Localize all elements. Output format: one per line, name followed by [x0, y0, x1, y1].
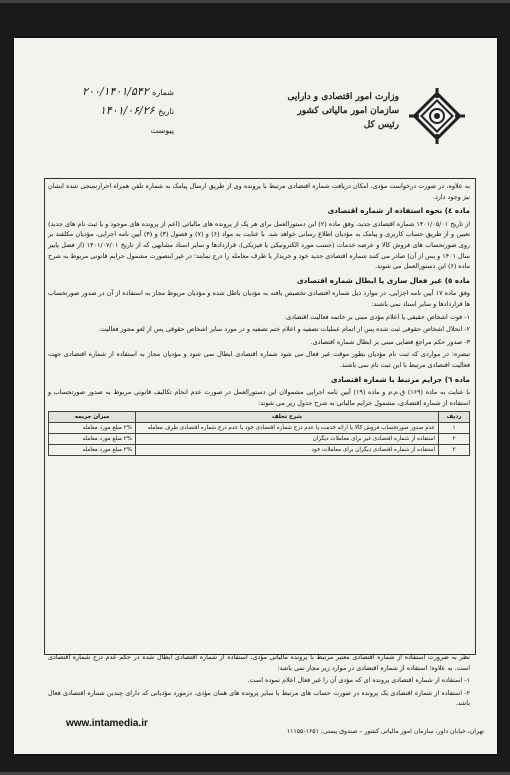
- attachment-label: پیوست: [150, 126, 174, 135]
- ministry-emblem-icon: [407, 86, 467, 146]
- organization-block: [287, 90, 399, 132]
- section-5-paragraph: وفق ماده ۱۷ آیین نامه اجرایی، در موارد ذیل شماره اقتصادی تخصیص یافته به مؤدیان باطل شده و مؤدیان مربوط مجاز به استفاده از آن در صدور صورتحساب ها قراردادها و سایر اسناد نمی باشند:: [48, 289, 470, 308]
- org-organization: سازمان امور مالیاتی کشور: [297, 106, 399, 116]
- column-header-row-number: ردیف: [439, 412, 470, 423]
- table-header-row: [49, 412, 470, 423]
- section-5-note: تبصره: در مواردی که ثبت نام مؤدیان بطور موقت غیر فعال می شود شماره اقتصادی ابطال نمی شود و مؤدیان مجاز به استفاده از شماره اقتصادی جهت فعالیت اقتصادی مرتبط با این ثبت نام نمی باشند.: [48, 350, 470, 369]
- date-label: تاریخ: [158, 107, 174, 116]
- row-number: ۳: [439, 445, 470, 456]
- row-number: ۲: [439, 434, 470, 445]
- footer-address: تهران، خیابان داور، سازمان امور مالیاتی کشور – صندوق پستی: ۱۶۵۱-۱۱۱۵۵: [286, 728, 484, 735]
- section-5-title: ماده ٥) غیر فعال سازی یا ابطال شماره اقتصادی: [297, 275, 470, 285]
- section-5-item-2: ۲- انحلال اشخاص حقوقی ثبت شده پس از اتمام عملیات تصفیه و اعلام ختم تصفیه و در مورد سایر اشخاص حقوقی پس از لغو مجوز فعالیت.: [98, 325, 470, 334]
- letterhead: [14, 38, 497, 178]
- section-5-item-1: ۱- فوت اشخاص حقیقی یا اعلام مؤدی مبنی بر خاتمه فعالیت اقتصادی.: [284, 312, 470, 321]
- row-number: ۱: [439, 423, 470, 434]
- table-row: [49, 445, 470, 456]
- column-header-penalty: میزان جریمه: [49, 412, 136, 423]
- section-6-paragraph: با عنایت به ماده (۱۶۹) ق.م.م و ماده (۱۹) آیین نامه اجرایی مشمولان این دستورالعمل در صورت عدم انجام تکالیف قانونی مربوط به صدور صورتحساب و استفاده از شماره اقتصادی، مشمول جرایم مالیاتی به شرح جدول زیر می شوند:: [48, 388, 471, 407]
- table-row: [49, 434, 470, 445]
- reference-block: [34, 83, 174, 140]
- violation-description: استفاده از شماره اقتصادی دیگران برای معاملات خود: [136, 445, 439, 456]
- scan-edge-top: [0, 0, 510, 3]
- penalty-amount: ۲% مبلغ مورد معامله: [49, 434, 136, 445]
- intro-paragraph: به علاوه، در صورت درخواست مؤدی، امکان دریافت شماره اقتصادی مرتبط با پرونده وی از طریق ارسال پیامک به شماره تلفن همراه احرازسنجی شده ایشان نیز وجود دارد.: [48, 182, 470, 201]
- post-table-item-1: ۱- استفاده از شماره اقتصادی پرونده ای که مؤدی آن را غیر فعال اعلام نموده است.: [247, 676, 470, 685]
- violation-description: عدم صدور صورتحساب فروش کالا یا ارائه خدمت یا عدم درج شماره اقتصادی خود یا عدم درج شماره اقتصادی طرف معامله: [136, 423, 439, 434]
- penalty-amount: ۲% مبلغ مورد معامله: [49, 423, 136, 434]
- letter-body: [48, 181, 470, 461]
- penalty-amount: ۲% مبلغ مورد معامله: [49, 445, 136, 456]
- letter-date: ۱۴۰۱/۰۶/۲۶: [99, 104, 155, 117]
- section-6-title: ماده ٦) جرایم مرتبط با شماره اقتصادی: [330, 374, 470, 384]
- section-4-title: ماده ٤) نحوه استفاده از شماره اقتصادی: [327, 206, 470, 216]
- number-label: شماره: [152, 88, 174, 97]
- post-table-text: [48, 652, 470, 711]
- section-5-item-3: ۳- صدور حکم مراجع قضایی مبنی بر ابطال شماره اقتصادی.: [310, 337, 470, 346]
- violation-description: استفاده از شماره اقتصادی غیر برای معاملات دیگران: [136, 434, 439, 445]
- table-row: [49, 423, 470, 434]
- document-page: [14, 38, 497, 754]
- org-title: رئیس کل: [363, 120, 399, 130]
- website-link[interactable]: www.intamedia.ir: [66, 718, 148, 729]
- org-ministry: وزارت امور اقتصادی و دارایی: [287, 92, 399, 102]
- post-table-paragraph: نظر به ضرورت استفاده از شماره اقتصادی معتبر مرتبط با پرونده مالیاتی مؤدی، استفاده از شماره اقتصادی ابطال شده در حکم عدم درج شماره اقتصادی است. به علاوه؛ استفاده از شماره اقتصادی در موارد زیر مجاز نمی باشد:: [48, 653, 470, 672]
- section-4-paragraph: از تاریخ ۱۴۰۱/۰۵/۰۱ شماره اقتصادی جدید، وفق ماده (۲) این دستورالعمل برای هر یک از پرونده های مالیاتی (اعم از پرونده های موجود و یا ثبت نام های جدید) تعیین و از طریق حساب کاربری و پیامک به مؤدیان اطلاع رسانی خواهد شد. با عنایت به مواد (۶) و (۷) و فصول (۳) و (۴) آیین نامه اجرایی، مؤدیان مکلفند بر روی صورتحساب های فروش کالا و عرضه خدمات (حسب مورد الکترونیکی یا فیزیکی)، قراردادها و سایر اسناد مشابهی که از تاریخ ۱۴۰۱/۰۷/۰۱ (از فصل پاییز سال ۱۴۰۱ و پس از آن) صادر می کنند شماره اقتصادی جدید خود و خریدار یا طرف معامله را درج نمایند؛ در غیر اینصورت مشمول جرایم قانونی مربوط به شرح ماده (۶) این دستورالعمل می شوند.: [48, 219, 471, 271]
- post-table-item-2: ۲- استفاده از شماره اقتصادی یک پرونده در صورت حساب های مرتبط با سایر پرونده های همان مؤدی، درمورد مؤدیانی که دارای چندین شماره اقتصادی فعال باشد.: [48, 688, 470, 708]
- penalty-table: [48, 411, 470, 456]
- letter-number: ۲۰۰/۱۴۰۱/۵۴۲: [82, 85, 149, 98]
- column-header-violation: شرح تخلف: [136, 412, 439, 423]
